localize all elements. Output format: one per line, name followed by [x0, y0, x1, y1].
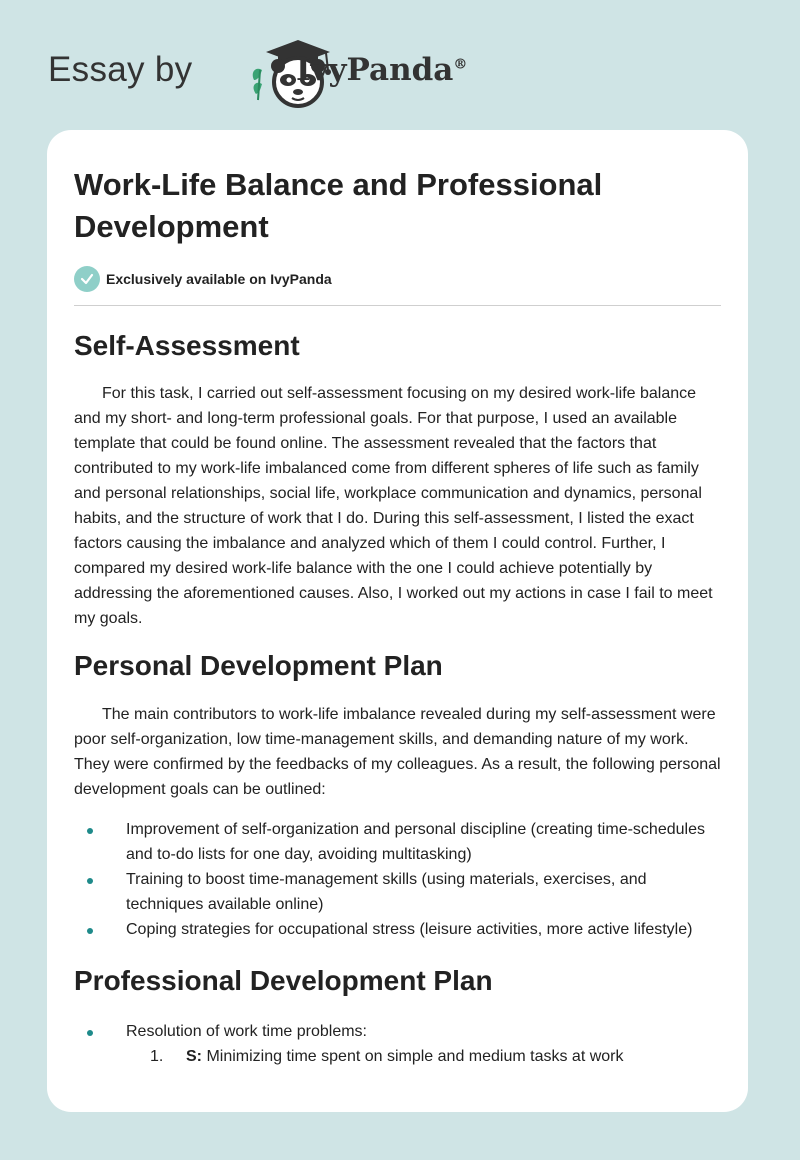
page-title: Work-Life Balance and Professional Development [74, 167, 603, 244]
list-item [74, 867, 721, 917]
section-heading-professional: Professional Development Plan [74, 965, 493, 996]
exclusive-badge [74, 265, 721, 293]
professional-list [74, 1019, 721, 1044]
personal-paragraph: The main contributors to work-life imbalance revealed during my self-assessment were poor self-organization, low time-management skills, and demanding nature of my work. They were confirmed by the feedbacks of my colleagues. As a result, the following personal development goals can be outlined: [74, 706, 721, 798]
section-heading-self-assessment: Self-Assessment [74, 330, 300, 361]
essay-by-label: Essay by [48, 50, 193, 89]
personal-goals-list [74, 817, 721, 942]
bullet-dot [87, 878, 93, 884]
list-item-text: Improvement of self-organization and personal discipline (creating time-schedules and to-do lists for one day, avoiding multitasking) [126, 821, 705, 863]
check-icon [74, 266, 100, 292]
sub-list-item [74, 1044, 721, 1069]
sub-item-number: 1. [150, 1048, 164, 1065]
bullet-dot [87, 1030, 93, 1036]
sub-item-bold: S: [186, 1048, 202, 1065]
registered-mark: ® [453, 56, 468, 73]
article-card [47, 130, 748, 1112]
section-heading-personal: Personal Development Plan [74, 650, 443, 681]
bullet-dot [87, 928, 93, 934]
list-item [74, 917, 721, 942]
bullet-dot [87, 828, 93, 834]
professional-sub-list [74, 1044, 721, 1069]
divider [74, 305, 721, 306]
site-header [46, 34, 746, 114]
brand-name[interactable] [296, 52, 467, 88]
brand-text: IvyPanda [296, 52, 454, 88]
list-item-text: Training to boost time-management skills (using materials, exercises, and techniques available online) [126, 871, 647, 913]
list-item [74, 817, 721, 867]
sub-item-text: Minimizing time spent on simple and medium tasks at work [206, 1048, 624, 1065]
list-item-text: Coping strategies for occupational stress (leisure activities, more active lifestyle) [126, 921, 693, 938]
list-item-text: Resolution of work time problems: [126, 1023, 367, 1040]
self-assessment-paragraph: For this task, I carried out self-assessment focusing on my desired work-life balance and my short- and long-term professional goals. For that purpose, I used an available template that could be found online. The assessment revealed that the factors that contributed to my work-life imbalanced come from different spheres of life such as family and personal relationships, social life, workplace communication and dynamics, personal habits, and the structure of work that I do. During this self-assessment, I listed the exact factors causing the imbalance and analyzed which of them I could control. Further, I compared my desired work-life balance with the one I could achieve potentially by addressing the aforementioned causes. Also, I worked out my actions in case I fail to meet my goals. [74, 385, 713, 627]
list-item [74, 1019, 721, 1044]
exclusive-label: Exclusively available on IvyPanda [106, 271, 332, 287]
